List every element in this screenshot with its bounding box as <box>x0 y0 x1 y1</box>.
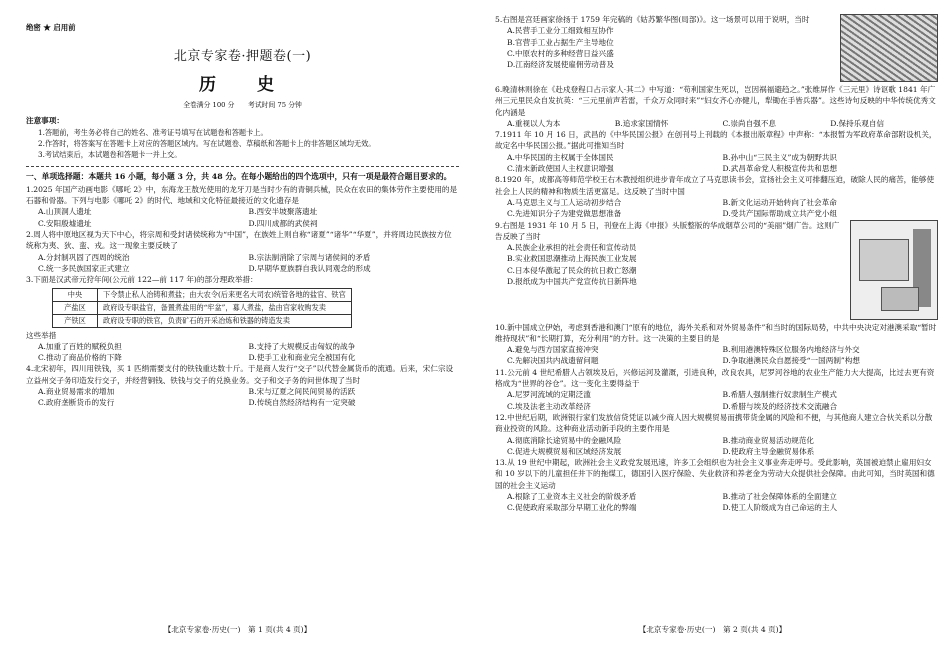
option-d[interactable]: D.使工人阶级成为自己命运的主人 <box>722 503 838 513</box>
option-d[interactable]: D.保持乐观自信 <box>830 118 885 128</box>
painting-image <box>840 14 938 82</box>
option-b[interactable]: B.支持了大规模反击匈奴的战争 <box>248 341 356 351</box>
table-cell: 政府设专职的铁官，负责矿石的开采冶炼和铁器的铸造发卖 <box>98 314 352 327</box>
table-row <box>53 288 352 301</box>
notes-heading: 注意事项： <box>26 116 64 125</box>
note-item: 1.答题前，考生务必将自己的姓名、准考证号填写在试题卷和答题卡上。 <box>38 128 268 137</box>
ad-label <box>881 287 919 311</box>
table-cell: 下令禁止私人冶铸和煮盐；由大农令(后来更名大司农)统管各地的盐官、铁官 <box>98 288 352 301</box>
question-tail: 这些举措 <box>26 330 57 340</box>
question-stem: 11.公元前 4 世纪希腊人占领埃及后，兴修运河及灌溉，引进良种，改良农具，尼罗河谷地的农业生产能力大大提高，比过去更有资格成为“世界的谷仓”。这一变化主要得益于 <box>495 367 935 389</box>
option-a[interactable]: A.商业贸易需求的增加 <box>38 387 115 397</box>
option-b[interactable]: B.利用港澳特殊区位服务内地经济与外交 <box>722 345 860 355</box>
option-b[interactable]: B.孙中山“三民主义”成为朝野共识 <box>722 152 837 162</box>
option-b[interactable]: B.新文化运动开始转向了社会革命 <box>722 197 837 207</box>
question-stem: 3.下面是汉武帝元狩年间(公元前 122—前 117 年)的部分理政举措： <box>26 275 258 285</box>
option-b[interactable]: B.推动了社会保障体系的全面建立 <box>722 492 837 502</box>
question-12 <box>495 412 938 457</box>
option-c[interactable]: C.崇尚自强不息 <box>722 118 777 128</box>
question-11 <box>495 367 938 412</box>
table-row <box>53 301 352 314</box>
option-c[interactable]: C.先解决国共内战遗留问题 <box>507 356 599 366</box>
option-a[interactable]: A.尼罗河流域的定期泛滥 <box>507 390 591 400</box>
question-8 <box>495 174 938 219</box>
option-a[interactable]: A.民族企业承担的社会责任和宣传动员 <box>507 243 637 253</box>
policy-table <box>52 288 352 328</box>
option-d[interactable]: D.武昌革命党人积极宣传共和思想 <box>722 164 838 174</box>
question-stem: 12.中世纪后期，欧洲银行家们发放信贷凭证以减少商人因大规模贸易而携带货金属的风险和不便，与其他商人建立合伙关系以分散商业投资的风险。这种商业活动新手段的主要作用是 <box>495 412 933 434</box>
option-b[interactable]: B.追求家国情怀 <box>614 118 669 128</box>
table-cell: 产盐区 <box>53 301 98 314</box>
question-7 <box>495 129 938 174</box>
question-4 <box>26 363 459 408</box>
page-2 <box>475 0 950 645</box>
question-3 <box>26 274 459 363</box>
option-d[interactable]: D.使政府主导金融贸易体系 <box>722 446 815 456</box>
option-c[interactable]: C.促进大规模贸易和区域经济发展 <box>507 446 622 456</box>
option-a[interactable]: A.重视以人为本 <box>507 118 561 128</box>
option-d[interactable]: D.报纸成为中国共产党宣传抗日新阵地 <box>507 277 637 287</box>
question-stem: 5.右图是宫廷画家徐扬于 1759 年完稿的《姑苏繁华图(局部)》。这一场景可以用于说明，当时 <box>495 15 810 24</box>
question-6 <box>495 84 938 129</box>
option-d[interactable]: D.早期华夏族群自我认同观念的形成 <box>248 263 371 273</box>
question-stem: 8.1920 年，成都高等师范学校王右木教授组织进步青年成立了马克思读书会，宣扬社会主义可排翻压迫，破除人民的痛苦，能够使社会上人民的精神和物质生活更富足。这反映了当时中国 <box>495 175 935 196</box>
option-c[interactable]: C.促使政府采取部分早期工业化的弊端 <box>507 503 637 513</box>
subject-title: 历 史 <box>199 75 286 95</box>
option-c[interactable]: C.日本侵华激起了民众的抗日救亡怒潮 <box>507 265 637 275</box>
divider <box>26 166 459 167</box>
option-a[interactable]: A.避免与西方国家直接冲突 <box>507 345 599 355</box>
option-d[interactable]: D.希腊与埃及的经济技术交流融合 <box>722 401 838 411</box>
question-stem: 13.从 19 世纪中期起，欧洲社会主义政党发展迅速，许多工会组织也为社会主义事业奔走呼号。受此影响，英国被迫禁止雇用妇女和 10 岁以下的儿童担任井下的拖煤工，德国引入医疗保险、失业救济和养老金为劳动大众提供社会保障。由此可知，当时英国和德国的社会主义运动 <box>495 458 935 490</box>
note-item: 3.考试结束后，本试题卷和答题卡一并上交。 <box>38 149 182 159</box>
option-d[interactable]: D.争取港澳民众自愿接受“一国两制”构想 <box>722 356 860 366</box>
option-a[interactable]: A.根除了工业资本主义社会的阶级矛盾 <box>507 492 637 502</box>
question-stem: 4.北宋初年，四川用铁钱，买 1 匹绢需要支付的铁钱重达数十斤。于是商人发行“交子”以代替金属货币的流通。后来，宋仁宗设立益州交子务印造发行交子，并经营铜钱、铁钱与交子的兑换业务。交子和交子务的问世体现了当时 <box>26 364 454 385</box>
option-c[interactable]: C.安阳殷墟遗址 <box>38 218 92 228</box>
option-b[interactable]: B.宗法制消除了宗周与诸侯间的矛盾 <box>248 252 371 262</box>
note-item: 2.作答时，将答案写在答题卡上对应的答题区域内。写在试题卷、草稿纸和答题卡上的非答题区域均无效。 <box>38 138 376 148</box>
option-d[interactable]: D.使手工业和商业完全被国有化 <box>248 353 356 363</box>
option-c[interactable]: C.清末新政使国人主权意识增强 <box>507 164 614 174</box>
exam-title: 北京专家卷·押题卷(一) <box>173 49 312 64</box>
question-1 <box>26 184 459 229</box>
question-stem: 2.周人将中原地区视为天下中心，将宗周和受封诸侯统称为“中国”，在族姓上则自称“诸夏”“诸华”“华夏”，并将周边民族按方位统称为夷、狄、蛮、戎。这一现象主要反映了 <box>26 230 452 251</box>
option-d[interactable]: D.四川成都的武侯祠 <box>248 218 318 228</box>
section-heading: 一、单项选择题：本题共 16 小题，每小题 3 分，共 48 分。在每小题给出的四个选项中，只有一项是最符合题目要求的。 <box>26 172 452 182</box>
option-a[interactable]: A.分封制巩固了西周的统治 <box>38 252 130 262</box>
question-stem: 9.右图是 1931 年 10 月 5 日，刊登在上海《申报》头版整版的华成烟草公司的“美丽”烟广告。这则广告反映了当时 <box>495 220 840 241</box>
option-c[interactable]: C.先进知识分子为建党做思想准备 <box>507 209 622 219</box>
question-5 <box>495 14 938 70</box>
question-stem: 10.新中国成立伊始，考虑到香港和澳门“原有的地位，海外关系和对外贸易条件”和当时的国际局势，中共中央决定对港澳采取“暂时维持现状”和“长期打算，充分利用”的方针。这一决策的主要目的是 <box>495 322 937 343</box>
page-footer: 【北京专家卷·历史(一) 第 1 页(共 4 页)】 <box>163 625 312 634</box>
option-b[interactable]: B.宋与辽夏之间民间贸易的活跃 <box>248 387 356 397</box>
option-d[interactable]: D.受共产国际帮助成立共产党小组 <box>722 209 838 219</box>
option-a[interactable]: A.民营手工业分工细致相互协作 <box>507 26 614 36</box>
map-graphic <box>859 239 909 281</box>
table-cell: 产铁区 <box>53 314 98 327</box>
option-c[interactable]: C.政府垄断货币的发行 <box>38 398 115 408</box>
question-stem: 7.1911 年 10 月 16 日，武昌的《中华民国公报》在创刊号上刊载的《本报出版章程》中声称：“本报暂为军政府革命部附设机关，故定名中华民国公报。”据此可推知当时 <box>495 130 937 151</box>
secret-label: 绝密 ★ 启用前 <box>26 23 76 32</box>
question-stem: 1.2025 年国产动画电影《哪吒 2》中，东海龙王敖光使用的龙牙刀是当时少有的青铜兵械，民众在农田的集体劳作主要使用的是石器和骨器。下列与电影《哪吒 2》的时代、地域和文化特征最接近的文化遗存是 <box>26 184 458 206</box>
exam-meta: 全卷满分 100 分 考试时间 75 分钟 <box>183 101 302 109</box>
option-a[interactable]: A.加重了百姓的赋税负担 <box>38 341 122 351</box>
option-d[interactable]: D.江南经济发展使雇佣劳动普及 <box>507 60 614 70</box>
option-c[interactable]: C.埃及法老主动改革经济 <box>507 401 591 411</box>
page-footer: 【北京专家卷·历史(一) 第 2 页(共 4 页)】 <box>638 625 787 634</box>
option-d[interactable]: D.传统自然经济结构有一定突破 <box>248 398 356 408</box>
option-a[interactable]: A.马克思主义与工人运动初步结合 <box>507 197 622 207</box>
question-9 <box>495 220 938 288</box>
option-a[interactable]: A.中华民国的主权属于全体国民 <box>507 152 614 162</box>
option-b[interactable]: B.希腊人强制推行奴隶制生产模式 <box>722 390 837 400</box>
option-c[interactable]: C.推动了商品价格的下降 <box>38 353 122 363</box>
option-b[interactable]: B.推动商业贸易活动规范化 <box>722 435 815 445</box>
table-cell: 中央 <box>53 288 98 301</box>
option-c[interactable]: C.中原农村的多种经营日益兴盛 <box>507 48 614 58</box>
option-b[interactable]: B.实业救国思潮推动上海民族工业发展 <box>507 254 637 264</box>
question-stem: 6.晚清林则徐在《赴戍登程口占示家人·其二》中写道：“苟利国家生死以，岂因祸福避趋之。”张维屏作《三元里》诗讴歌 1841 年广州三元里民众自发抗英：“三元里前声若雷，千众万众同时来”“妇女齐心亦健儿，犁锄在手皆兵器”。这些诗句反映的中华传统优秀文化内涵是 <box>495 85 936 117</box>
option-c[interactable]: C.统一多民族国家正式建立 <box>38 263 130 273</box>
option-b[interactable]: B.西安半坡聚落遗址 <box>248 207 318 217</box>
question-10 <box>495 322 938 367</box>
option-a[interactable]: A.山顶洞人遗址 <box>38 207 92 217</box>
question-2 <box>26 229 459 274</box>
question-13 <box>495 457 938 513</box>
option-b[interactable]: B.官营手工业占据生产主导地位 <box>507 37 614 47</box>
table-row <box>53 314 352 327</box>
table-cell: 政府设专职盐官，备置煮盐用的“牢盆”，募人煮盐，盐由官家收购发卖 <box>98 301 352 314</box>
newspaper-ad-image <box>850 220 938 320</box>
option-a[interactable]: A.彻底消除长途贸易中的金融风险 <box>507 435 622 445</box>
